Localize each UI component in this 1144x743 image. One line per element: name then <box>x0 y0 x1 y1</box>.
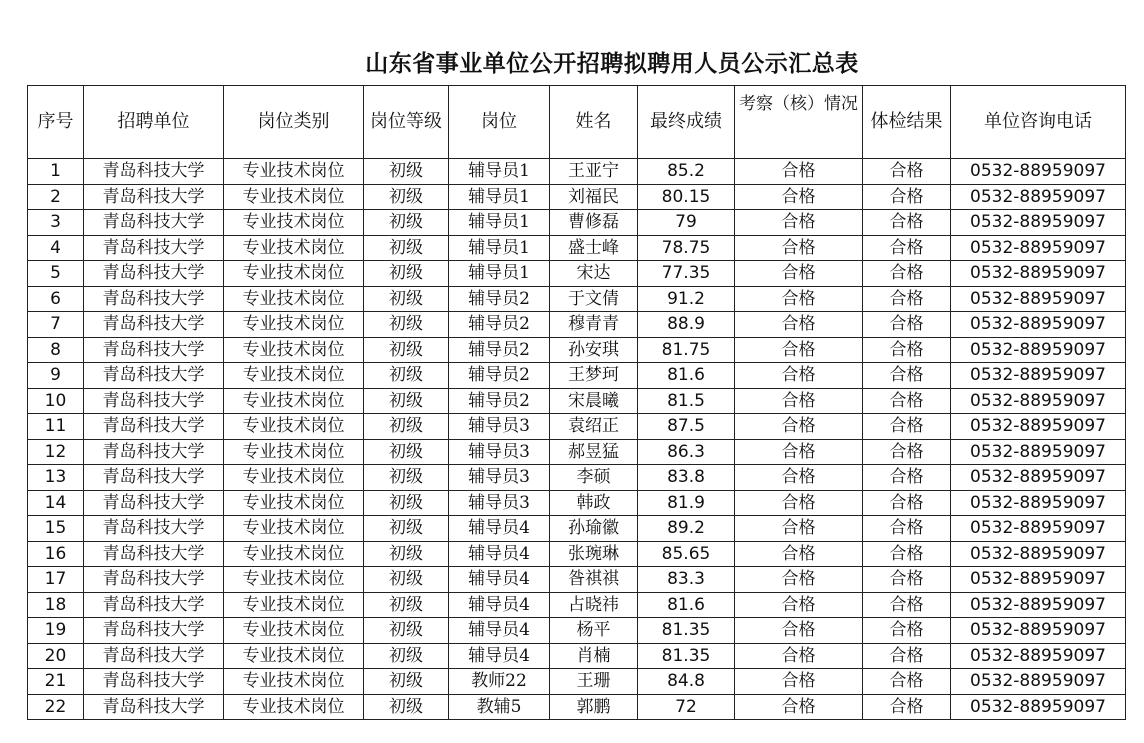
table-row <box>28 184 1126 210</box>
cell-name: 郭鹏 <box>550 694 638 720</box>
cell-post-level: 初级 <box>364 592 449 618</box>
cell-review-result: 合格 <box>735 694 863 720</box>
cell-review-result: 合格 <box>735 643 863 669</box>
cell-hiring-unit: 青岛科技大学 <box>84 363 224 389</box>
cell-contact-phone: 0532-88959097 <box>951 465 1126 491</box>
cell-name: 孙瑜徽 <box>550 516 638 542</box>
cell-hiring-unit: 青岛科技大学 <box>84 567 224 593</box>
cell-final-score: 77.35 <box>638 261 735 287</box>
cell-post-level: 初级 <box>364 286 449 312</box>
cell-serial-number: 21 <box>28 669 84 695</box>
header-post-category: 岗位类别 <box>224 86 364 159</box>
cell-name: 杨平 <box>550 618 638 644</box>
cell-serial-number: 17 <box>28 567 84 593</box>
cell-post: 辅导员4 <box>449 516 550 542</box>
cell-name: 张琬琳 <box>550 541 638 567</box>
cell-post-level: 初级 <box>364 618 449 644</box>
cell-review-result: 合格 <box>735 210 863 236</box>
cell-post-level: 初级 <box>364 694 449 720</box>
cell-contact-phone: 0532-88959097 <box>951 541 1126 567</box>
cell-name: 穆青青 <box>550 312 638 338</box>
table-row <box>28 490 1126 516</box>
cell-post: 辅导员2 <box>449 312 550 338</box>
table-row <box>28 669 1126 695</box>
cell-name: 韩政 <box>550 490 638 516</box>
cell-post-level: 初级 <box>364 159 449 185</box>
table-row <box>28 618 1126 644</box>
cell-post-category: 专业技术岗位 <box>224 210 364 236</box>
cell-review-result: 合格 <box>735 490 863 516</box>
cell-medical-exam-result: 合格 <box>863 210 951 236</box>
cell-post-category: 专业技术岗位 <box>224 618 364 644</box>
header-post-level: 岗位等级 <box>364 86 449 159</box>
cell-serial-number: 3 <box>28 210 84 236</box>
table-row <box>28 439 1126 465</box>
page-title: 山东省事业单位公开招聘拟聘用人员公示汇总表 <box>365 50 859 77</box>
cell-post-level: 初级 <box>364 669 449 695</box>
cell-hiring-unit: 青岛科技大学 <box>84 337 224 363</box>
cell-contact-phone: 0532-88959097 <box>951 643 1126 669</box>
cell-hiring-unit: 青岛科技大学 <box>84 184 224 210</box>
cell-final-score: 81.5 <box>638 388 735 414</box>
cell-post: 辅导员1 <box>449 261 550 287</box>
cell-name: 孙安琪 <box>550 337 638 363</box>
cell-post: 辅导员4 <box>449 541 550 567</box>
cell-contact-phone: 0532-88959097 <box>951 312 1126 338</box>
table-row <box>28 261 1126 287</box>
cell-post-category: 专业技术岗位 <box>224 465 364 491</box>
cell-hiring-unit: 青岛科技大学 <box>84 439 224 465</box>
cell-hiring-unit: 青岛科技大学 <box>84 286 224 312</box>
header-hiring-unit: 招聘单位 <box>84 86 224 159</box>
cell-contact-phone: 0532-88959097 <box>951 286 1126 312</box>
cell-serial-number: 20 <box>28 643 84 669</box>
table-row <box>28 592 1126 618</box>
cell-review-result: 合格 <box>735 184 863 210</box>
header-name: 姓名 <box>550 86 638 159</box>
cell-serial-number: 7 <box>28 312 84 338</box>
cell-medical-exam-result: 合格 <box>863 414 951 440</box>
cell-review-result: 合格 <box>735 312 863 338</box>
cell-name: 占晓祎 <box>550 592 638 618</box>
cell-post: 辅导员1 <box>449 210 550 236</box>
table-row <box>28 694 1126 720</box>
cell-review-result: 合格 <box>735 388 863 414</box>
cell-name: 王亚宁 <box>550 159 638 185</box>
cell-contact-phone: 0532-88959097 <box>951 516 1126 542</box>
cell-medical-exam-result: 合格 <box>863 516 951 542</box>
cell-post: 辅导员1 <box>449 184 550 210</box>
cell-review-result: 合格 <box>735 235 863 261</box>
cell-final-score: 87.5 <box>638 414 735 440</box>
cell-serial-number: 10 <box>28 388 84 414</box>
cell-review-result: 合格 <box>735 414 863 440</box>
table-row <box>28 414 1126 440</box>
cell-final-score: 91.2 <box>638 286 735 312</box>
cell-review-result: 合格 <box>735 618 863 644</box>
cell-name: 盛士峰 <box>550 235 638 261</box>
cell-review-result: 合格 <box>735 286 863 312</box>
cell-final-score: 89.2 <box>638 516 735 542</box>
cell-post-category: 专业技术岗位 <box>224 159 364 185</box>
cell-serial-number: 5 <box>28 261 84 287</box>
table-row <box>28 541 1126 567</box>
cell-medical-exam-result: 合格 <box>863 567 951 593</box>
table-row <box>28 465 1126 491</box>
cell-medical-exam-result: 合格 <box>863 592 951 618</box>
cell-final-score: 81.35 <box>638 643 735 669</box>
cell-hiring-unit: 青岛科技大学 <box>84 541 224 567</box>
cell-medical-exam-result: 合格 <box>863 388 951 414</box>
cell-post: 辅导员4 <box>449 567 550 593</box>
cell-serial-number: 18 <box>28 592 84 618</box>
cell-hiring-unit: 青岛科技大学 <box>84 643 224 669</box>
cell-medical-exam-result: 合格 <box>863 159 951 185</box>
cell-final-score: 80.15 <box>638 184 735 210</box>
cell-serial-number: 13 <box>28 465 84 491</box>
cell-medical-exam-result: 合格 <box>863 235 951 261</box>
cell-serial-number: 9 <box>28 363 84 389</box>
cell-medical-exam-result: 合格 <box>863 184 951 210</box>
cell-hiring-unit: 青岛科技大学 <box>84 159 224 185</box>
cell-post-level: 初级 <box>364 439 449 465</box>
cell-serial-number: 14 <box>28 490 84 516</box>
cell-post-level: 初级 <box>364 210 449 236</box>
table-row <box>28 363 1126 389</box>
cell-post-category: 专业技术岗位 <box>224 694 364 720</box>
cell-contact-phone: 0532-88959097 <box>951 694 1126 720</box>
cell-post-level: 初级 <box>364 643 449 669</box>
table-row <box>28 567 1126 593</box>
cell-name: 昝祺祺 <box>550 567 638 593</box>
cell-hiring-unit: 青岛科技大学 <box>84 592 224 618</box>
cell-name: 王梦珂 <box>550 363 638 389</box>
cell-name: 曹修磊 <box>550 210 638 236</box>
cell-contact-phone: 0532-88959097 <box>951 592 1126 618</box>
cell-post: 辅导员2 <box>449 337 550 363</box>
cell-final-score: 81.6 <box>638 592 735 618</box>
cell-post-category: 专业技术岗位 <box>224 235 364 261</box>
cell-contact-phone: 0532-88959097 <box>951 414 1126 440</box>
cell-post-level: 初级 <box>364 541 449 567</box>
cell-hiring-unit: 青岛科技大学 <box>84 465 224 491</box>
cell-medical-exam-result: 合格 <box>863 286 951 312</box>
cell-serial-number: 6 <box>28 286 84 312</box>
table-row <box>28 159 1126 185</box>
cell-post-category: 专业技术岗位 <box>224 516 364 542</box>
cell-serial-number: 12 <box>28 439 84 465</box>
cell-medical-exam-result: 合格 <box>863 363 951 389</box>
cell-post: 辅导员3 <box>449 465 550 491</box>
cell-medical-exam-result: 合格 <box>863 694 951 720</box>
cell-final-score: 83.8 <box>638 465 735 491</box>
header-serial-number: 序号 <box>28 86 84 159</box>
cell-post-level: 初级 <box>364 235 449 261</box>
cell-name: 王珊 <box>550 669 638 695</box>
cell-post: 辅导员1 <box>449 235 550 261</box>
cell-serial-number: 22 <box>28 694 84 720</box>
cell-review-result: 合格 <box>735 363 863 389</box>
table-header-row <box>28 86 1126 159</box>
header-contact-phone: 单位咨询电话 <box>951 86 1126 159</box>
cell-medical-exam-result: 合格 <box>863 465 951 491</box>
cell-post: 教师22 <box>449 669 550 695</box>
cell-final-score: 88.9 <box>638 312 735 338</box>
cell-hiring-unit: 青岛科技大学 <box>84 694 224 720</box>
cell-contact-phone: 0532-88959097 <box>951 261 1126 287</box>
cell-contact-phone: 0532-88959097 <box>951 439 1126 465</box>
cell-post-level: 初级 <box>364 414 449 440</box>
cell-serial-number: 15 <box>28 516 84 542</box>
cell-post-category: 专业技术岗位 <box>224 363 364 389</box>
cell-contact-phone: 0532-88959097 <box>951 669 1126 695</box>
cell-final-score: 85.65 <box>638 541 735 567</box>
cell-post-level: 初级 <box>364 184 449 210</box>
cell-post: 辅导员3 <box>449 490 550 516</box>
cell-hiring-unit: 青岛科技大学 <box>84 235 224 261</box>
cell-post-category: 专业技术岗位 <box>224 541 364 567</box>
cell-medical-exam-result: 合格 <box>863 337 951 363</box>
cell-review-result: 合格 <box>735 567 863 593</box>
header-review-result: 考察（核）情况 <box>735 86 863 159</box>
table-body <box>28 159 1126 720</box>
cell-hiring-unit: 青岛科技大学 <box>84 388 224 414</box>
cell-name: 李硕 <box>550 465 638 491</box>
cell-post-level: 初级 <box>364 363 449 389</box>
cell-hiring-unit: 青岛科技大学 <box>84 618 224 644</box>
cell-post-category: 专业技术岗位 <box>224 439 364 465</box>
header-final-score: 最终成绩 <box>638 86 735 159</box>
cell-hiring-unit: 青岛科技大学 <box>84 669 224 695</box>
cell-final-score: 78.75 <box>638 235 735 261</box>
cell-name: 袁绍正 <box>550 414 638 440</box>
cell-contact-phone: 0532-88959097 <box>951 388 1126 414</box>
cell-final-score: 84.8 <box>638 669 735 695</box>
cell-post: 辅导员2 <box>449 286 550 312</box>
cell-name: 宋达 <box>550 261 638 287</box>
cell-post-category: 专业技术岗位 <box>224 592 364 618</box>
cell-serial-number: 19 <box>28 618 84 644</box>
cell-hiring-unit: 青岛科技大学 <box>84 516 224 542</box>
cell-contact-phone: 0532-88959097 <box>951 337 1126 363</box>
cell-serial-number: 1 <box>28 159 84 185</box>
cell-review-result: 合格 <box>735 541 863 567</box>
cell-post-category: 专业技术岗位 <box>224 337 364 363</box>
cell-serial-number: 2 <box>28 184 84 210</box>
cell-post-level: 初级 <box>364 337 449 363</box>
cell-post-category: 专业技术岗位 <box>224 490 364 516</box>
cell-contact-phone: 0532-88959097 <box>951 235 1126 261</box>
cell-medical-exam-result: 合格 <box>863 643 951 669</box>
cell-name: 刘福民 <box>550 184 638 210</box>
cell-hiring-unit: 青岛科技大学 <box>84 210 224 236</box>
cell-hiring-unit: 青岛科技大学 <box>84 261 224 287</box>
cell-review-result: 合格 <box>735 669 863 695</box>
cell-contact-phone: 0532-88959097 <box>951 363 1126 389</box>
cell-post: 辅导员2 <box>449 363 550 389</box>
cell-contact-phone: 0532-88959097 <box>951 184 1126 210</box>
header-post: 岗位 <box>449 86 550 159</box>
cell-contact-phone: 0532-88959097 <box>951 618 1126 644</box>
cell-post: 教辅5 <box>449 694 550 720</box>
cell-post-level: 初级 <box>364 312 449 338</box>
cell-post-category: 专业技术岗位 <box>224 669 364 695</box>
cell-post-category: 专业技术岗位 <box>224 643 364 669</box>
cell-final-score: 85.2 <box>638 159 735 185</box>
table-row <box>28 643 1126 669</box>
table-row <box>28 235 1126 261</box>
table-row <box>28 286 1126 312</box>
cell-post-level: 初级 <box>364 516 449 542</box>
cell-contact-phone: 0532-88959097 <box>951 490 1126 516</box>
cell-post: 辅导员4 <box>449 643 550 669</box>
cell-medical-exam-result: 合格 <box>863 618 951 644</box>
table-row <box>28 312 1126 338</box>
cell-review-result: 合格 <box>735 592 863 618</box>
cell-post: 辅导员4 <box>449 618 550 644</box>
cell-serial-number: 4 <box>28 235 84 261</box>
cell-name: 郝昱猛 <box>550 439 638 465</box>
cell-post-level: 初级 <box>364 465 449 491</box>
cell-review-result: 合格 <box>735 337 863 363</box>
cell-post: 辅导员4 <box>449 592 550 618</box>
cell-review-result: 合格 <box>735 159 863 185</box>
cell-hiring-unit: 青岛科技大学 <box>84 490 224 516</box>
cell-final-score: 83.3 <box>638 567 735 593</box>
cell-post: 辅导员1 <box>449 159 550 185</box>
cell-name: 肖楠 <box>550 643 638 669</box>
cell-medical-exam-result: 合格 <box>863 439 951 465</box>
cell-medical-exam-result: 合格 <box>863 490 951 516</box>
cell-post-category: 专业技术岗位 <box>224 184 364 210</box>
cell-serial-number: 8 <box>28 337 84 363</box>
table-row <box>28 210 1126 236</box>
cell-final-score: 72 <box>638 694 735 720</box>
cell-final-score: 81.6 <box>638 363 735 389</box>
cell-name: 于文倩 <box>550 286 638 312</box>
table-row <box>28 516 1126 542</box>
cell-review-result: 合格 <box>735 261 863 287</box>
table-row <box>28 388 1126 414</box>
cell-post-level: 初级 <box>364 567 449 593</box>
cell-final-score: 81.35 <box>638 618 735 644</box>
cell-post-category: 专业技术岗位 <box>224 312 364 338</box>
cell-post-level: 初级 <box>364 388 449 414</box>
cell-review-result: 合格 <box>735 516 863 542</box>
cell-post-category: 专业技术岗位 <box>224 388 364 414</box>
cell-review-result: 合格 <box>735 465 863 491</box>
table-row <box>28 337 1126 363</box>
cell-review-result: 合格 <box>735 439 863 465</box>
hiring-roster-table <box>27 85 1126 720</box>
cell-post-level: 初级 <box>364 490 449 516</box>
cell-name: 宋晨曦 <box>550 388 638 414</box>
cell-medical-exam-result: 合格 <box>863 312 951 338</box>
cell-post-category: 专业技术岗位 <box>224 286 364 312</box>
cell-post-category: 专业技术岗位 <box>224 567 364 593</box>
cell-medical-exam-result: 合格 <box>863 261 951 287</box>
cell-hiring-unit: 青岛科技大学 <box>84 312 224 338</box>
cell-contact-phone: 0532-88959097 <box>951 567 1126 593</box>
cell-contact-phone: 0532-88959097 <box>951 210 1126 236</box>
cell-final-score: 81.9 <box>638 490 735 516</box>
cell-post: 辅导员3 <box>449 414 550 440</box>
cell-final-score: 86.3 <box>638 439 735 465</box>
cell-post-category: 专业技术岗位 <box>224 414 364 440</box>
cell-post-level: 初级 <box>364 261 449 287</box>
header-medical-exam-result: 体检结果 <box>863 86 951 159</box>
cell-post: 辅导员3 <box>449 439 550 465</box>
cell-serial-number: 11 <box>28 414 84 440</box>
cell-post: 辅导员2 <box>449 388 550 414</box>
cell-hiring-unit: 青岛科技大学 <box>84 414 224 440</box>
cell-medical-exam-result: 合格 <box>863 541 951 567</box>
cell-post-category: 专业技术岗位 <box>224 261 364 287</box>
cell-final-score: 81.75 <box>638 337 735 363</box>
cell-serial-number: 16 <box>28 541 84 567</box>
cell-final-score: 79 <box>638 210 735 236</box>
cell-medical-exam-result: 合格 <box>863 669 951 695</box>
cell-contact-phone: 0532-88959097 <box>951 159 1126 185</box>
